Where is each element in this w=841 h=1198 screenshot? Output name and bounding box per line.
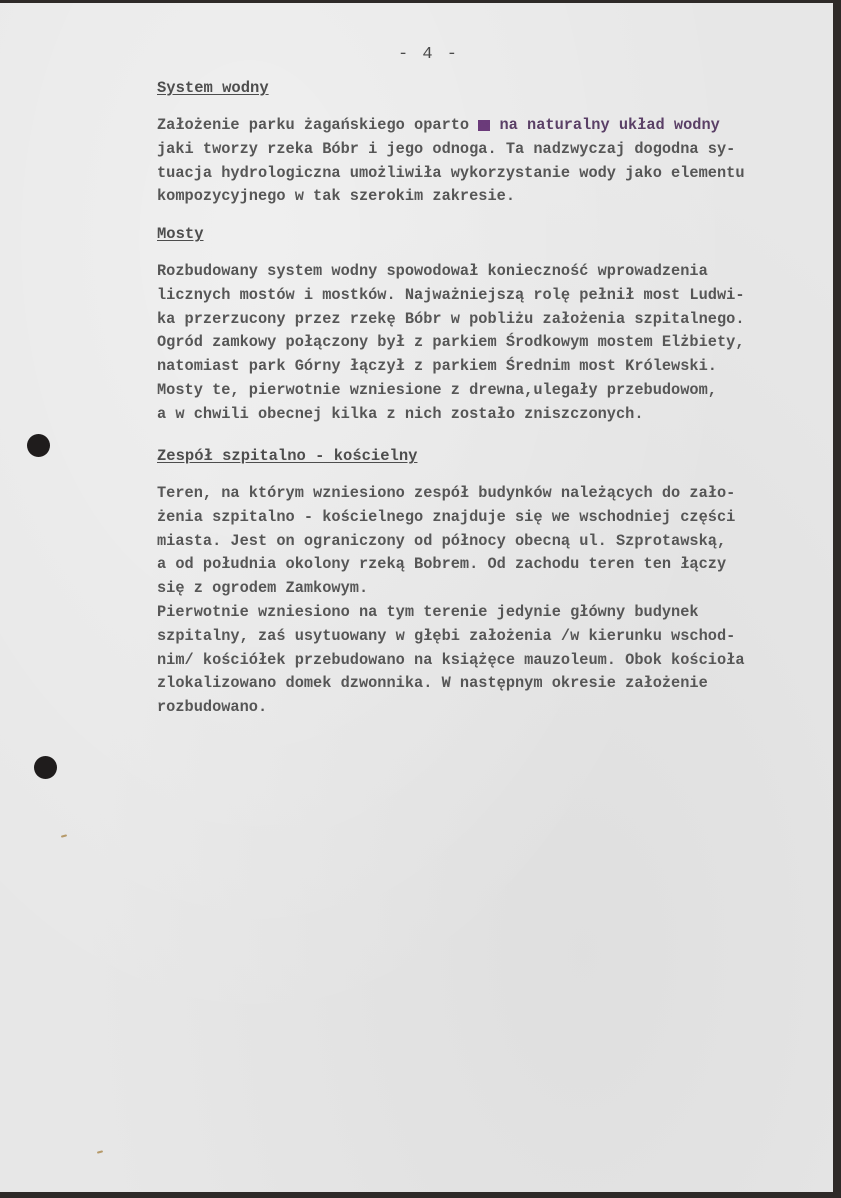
text-line: szpitalny, zaś usytuowany w głębi założenia /w kierunku wschod-	[157, 626, 736, 645]
section-paragraph	[157, 114, 829, 209]
text-fragment: Założenie parku żagańskiego oparto	[157, 116, 479, 134]
text-line: ka przerzucony przez rzekę Bóbr w pobliżu założenia szpitalnego.	[157, 309, 745, 328]
punch-hole-bottom	[34, 756, 57, 779]
section-paragraph	[157, 482, 829, 720]
text-line: rozbudowano.	[157, 698, 268, 717]
text-line: Rozbudowany system wodny spowodował konieczność wprowadzenia	[157, 262, 708, 280]
page-number: - 4 -	[398, 45, 460, 64]
text-line: kompozycyjnego w tak szerokim zakresie.	[157, 187, 516, 206]
section-mosty	[157, 222, 829, 427]
text-line: nim/ kościółek przebudowano na książęce mauzoleum. Obok kościoła	[157, 650, 745, 669]
text-line: a od południa okolony rzeką Bobrem. Od zachodu teren ten łączy	[157, 555, 727, 574]
document-page	[0, 3, 833, 1192]
text-line: licznych mostów i mostków. Najważniejszą rolę pełnił most Ludwi-	[157, 285, 745, 304]
text-line: tuacja hydrologiczna umożliwiła wykorzystanie wody jako elementu	[157, 163, 745, 182]
text-line: jaki tworzy rzeka Bóbr i jego odnoga. Ta nadzwyczaj dogodna sy-	[157, 139, 736, 158]
text-line: Teren, na którym wzniesiono zespół budynków należących do zało-	[157, 484, 736, 502]
paper-speck	[97, 1150, 103, 1153]
section-system-wodny	[157, 76, 829, 209]
section-heading: Zespół szpitalno - kościelny	[157, 447, 418, 465]
text-fragment: na naturalny układ wodny	[490, 116, 720, 134]
text-line: zlokalizowano domek dzwonnika. W następnym okresie założenie	[157, 674, 708, 693]
struck-out-word: na	[478, 120, 491, 131]
section-heading: Mosty	[157, 225, 204, 243]
text-line: żenia szpitalno - kościelnego znajduje się we wschodniej części	[157, 507, 736, 526]
paper-speck	[61, 834, 67, 837]
text-line: natomiast park Górny łączył z parkiem Średnim most Królewski.	[157, 357, 717, 376]
text-line: Mosty te, pierwotnie wzniesione z drewna,ulegały przebudowom,	[157, 380, 717, 399]
punch-hole-top	[27, 434, 50, 457]
text-line	[157, 114, 829, 138]
text-line: Ogród zamkowy połączony był z parkiem Środkowym mostem Elżbiety,	[157, 333, 745, 352]
text-line: a w chwili obecnej kilka z nich zostało zniszczonych.	[157, 404, 644, 423]
section-heading: System wodny	[157, 79, 269, 97]
text-line: Pierwotnie wzniesiono na tym terenie jedynie główny budynek	[157, 602, 699, 621]
text-line: się z ogrodem Zamkowym.	[157, 579, 369, 598]
text-line: miasta. Jest on ograniczony od północy obecną ul. Szprotawską,	[157, 531, 727, 550]
section-paragraph	[157, 260, 829, 427]
section-zespol-szpitalno-koscielny	[157, 444, 829, 720]
